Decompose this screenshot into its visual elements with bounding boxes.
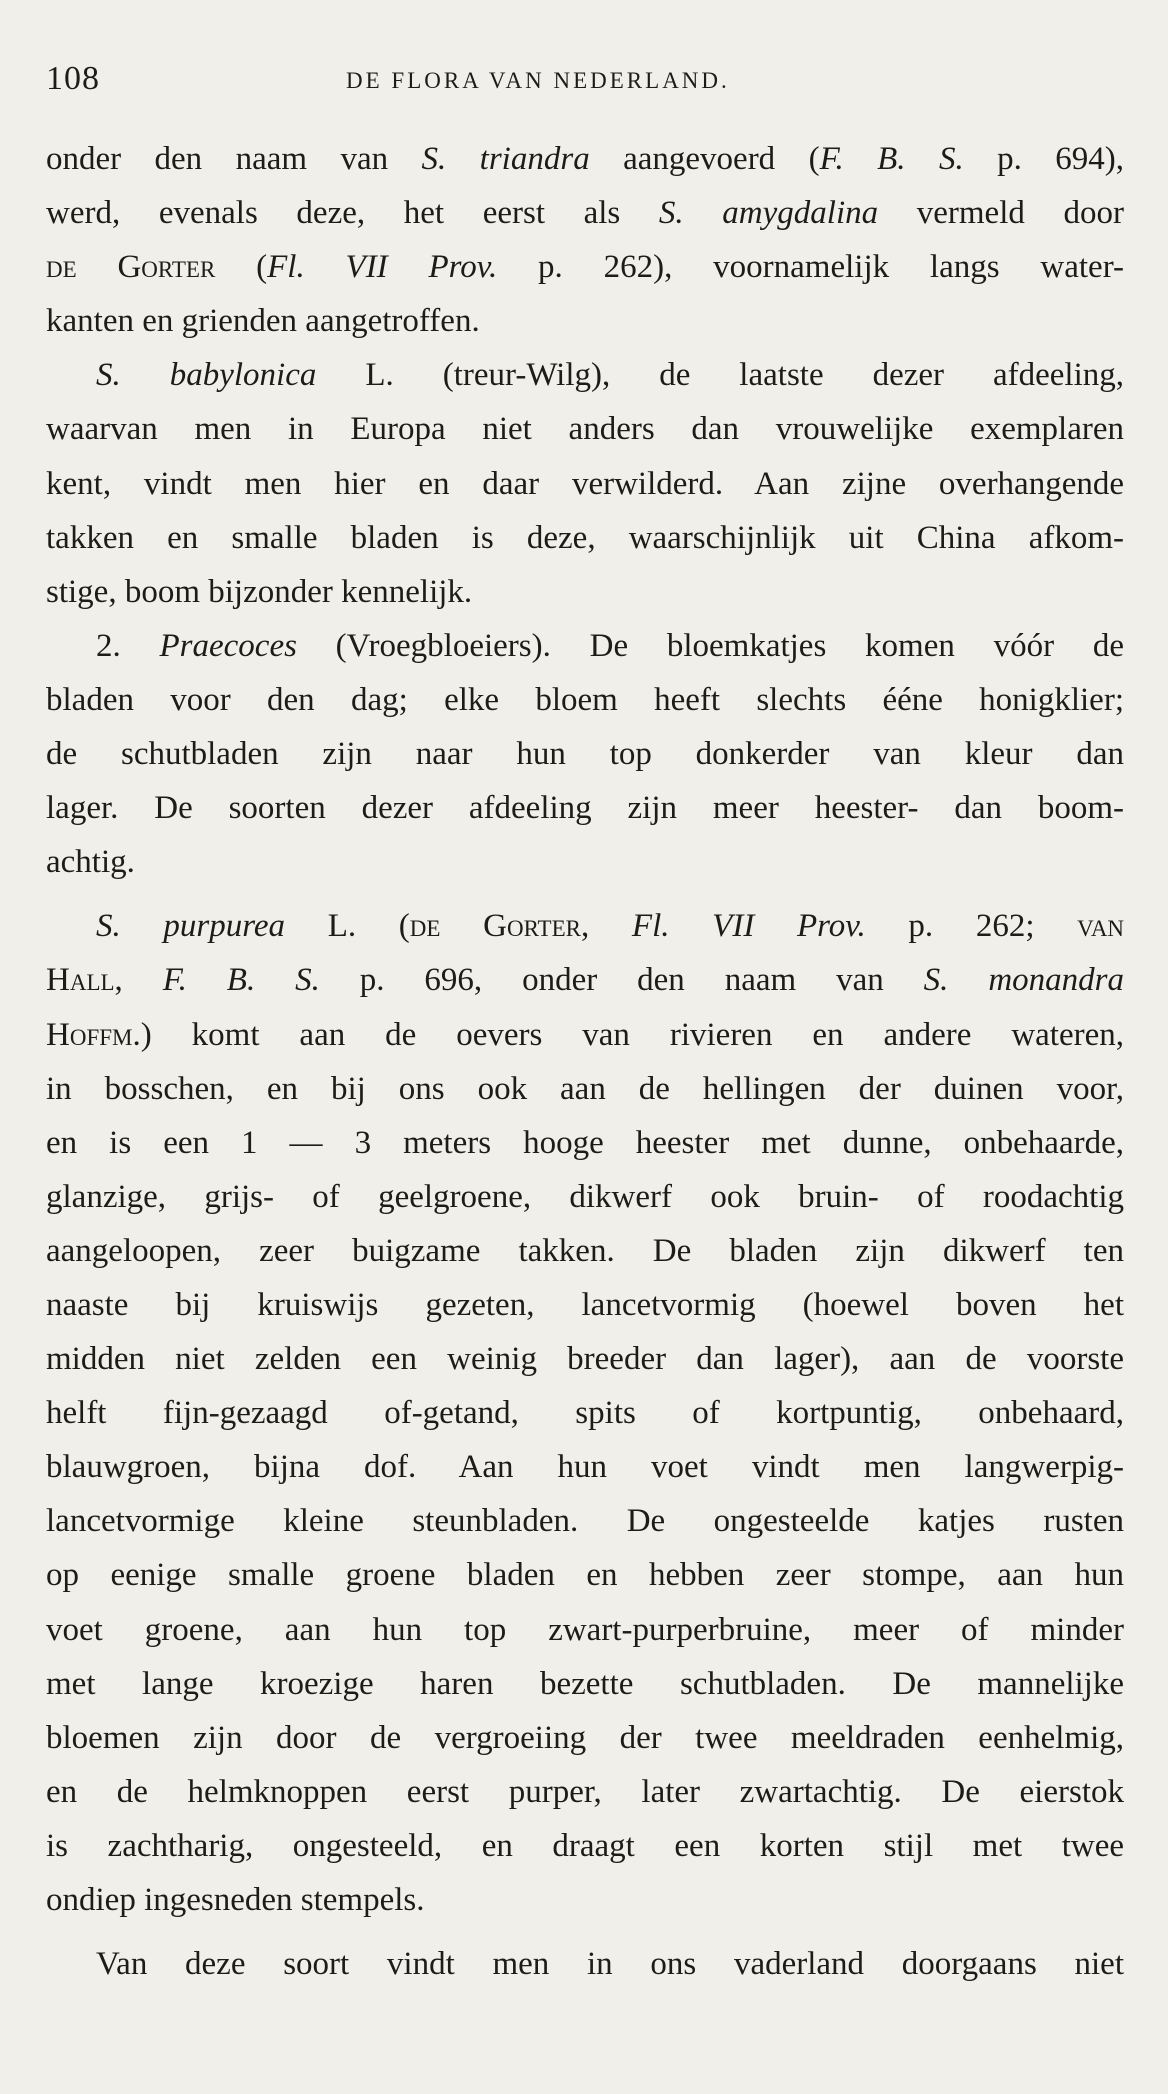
italic-text: S. purpurea — [96, 908, 286, 945]
text-segment: , — [580, 908, 632, 945]
italic-text: S. triandra — [421, 141, 590, 177]
text-segment: lancetvormige kleine steunbladen. De ongesteelde katjes rusten — [46, 1503, 1124, 1540]
text-line — [46, 402, 1124, 456]
italic-text: Praecoces — [159, 627, 297, 664]
text-line — [46, 1008, 1124, 1062]
text-line — [46, 1224, 1124, 1278]
small-caps-name: Hall — [46, 962, 115, 999]
text-line — [46, 1937, 1124, 1991]
text-line — [46, 1278, 1124, 1332]
text-segment: kanten en grienden aangetroffen. — [46, 303, 480, 340]
text-line — [46, 1873, 1124, 1927]
text-segment: met lange kroezige haren bezette schutbladen. De mannelijke — [46, 1665, 1124, 1702]
running-head — [46, 60, 1126, 104]
text-segment: ondiep ingesneden stempels. — [46, 1882, 425, 1918]
text-segment: L. (treur-Wilg), de laatste dezer afdeeling, — [316, 357, 1124, 394]
text-segment: Van deze soort vindt men in ons vaderland doorgaans niet — [96, 1946, 1124, 1983]
italic-text: S. babylonica — [96, 357, 317, 394]
text-segment: bladen voor den dag; elke bloem heeft slechts ééne honigklier; — [46, 681, 1124, 718]
text-segment: lager. De soorten dezer afdeeling zijn meer heester- dan boom- — [46, 790, 1124, 827]
text-line — [46, 835, 1124, 889]
paragraph-gap — [46, 1927, 1124, 1937]
text-line — [46, 953, 1124, 1007]
text-segment: aangeloopen, zeer buigzame takken. De bladen zijn dikwerf ten — [46, 1232, 1124, 1269]
text-line — [46, 1170, 1124, 1224]
text-segment: in bosschen, en bij ons ook aan de hellingen der duinen voor, — [46, 1070, 1124, 1107]
small-caps-name: van — [1077, 908, 1124, 945]
text-segment: p. 262; — [865, 908, 1078, 945]
text-segment: waarvan men in Europa niet anders dan vrouwelijke exemplaren — [46, 411, 1124, 448]
text-line — [46, 1116, 1124, 1170]
text-segment: stige, boom bijzonder kennelijk. — [46, 573, 473, 610]
text-segment: bloemen zijn door de vergroeiing der twee meeldraden eenhelmig, — [46, 1719, 1124, 1756]
text-line — [46, 781, 1124, 835]
body-text — [46, 132, 1124, 1991]
small-caps-name: de Gorter — [46, 249, 216, 286]
text-line — [46, 1819, 1124, 1873]
italic-text: F. B. S. — [819, 141, 964, 177]
text-segment: voet groene, aan hun top zwart-purperbruine, meer of minder — [46, 1611, 1124, 1648]
text-segment: p. 262), voornamelijk langs water- — [497, 249, 1124, 286]
text-line — [46, 186, 1124, 240]
italic-text: Fl. VII Prov. — [631, 908, 866, 945]
text-segment: werd, evenals deze, het eerst als — [46, 195, 659, 232]
text-line — [46, 1765, 1124, 1819]
text-line — [46, 1657, 1124, 1711]
text-segment: de schutbladen zijn naar hun top donkerder van kleur dan — [46, 736, 1124, 773]
running-title: DE FLORA VAN NEDERLAND. — [346, 68, 730, 93]
text-segment: vermeld door — [878, 195, 1124, 232]
text-segment: midden niet zelden een weinig breeder dan lager), aan de voorste — [46, 1341, 1124, 1378]
text-segment: p. 694), — [963, 141, 1124, 177]
text-segment: en is een 1 — 3 meters hooge heester met dunne, onbehaarde, — [46, 1124, 1124, 1161]
text-segment: , — [114, 962, 163, 999]
text-segment: kent, vindt men hier en daar verwilderd. Aan zijne overhangende — [46, 465, 1124, 502]
text-segment: ) komt aan de oevers van rivieren en andere wateren, — [140, 1016, 1124, 1053]
text-line — [46, 457, 1124, 511]
text-segment: achtig. — [46, 844, 135, 881]
text-segment: takken en smalle bladen is deze, waarschijnlijk uit China afkom- — [46, 519, 1124, 556]
text-line — [46, 1062, 1124, 1116]
text-segment: naaste bij kruiswijs gezeten, lancetvormig (hoewel boven het — [46, 1286, 1124, 1323]
text-line — [46, 619, 1124, 673]
text-line — [46, 1548, 1124, 1602]
text-segment: p. 696, onder den naam van — [319, 962, 924, 999]
text-segment: helft fijn-gezaagd of-getand, spits of kortpuntig, onbehaard, — [46, 1395, 1124, 1432]
text-segment: (Vroegbloeiers). De bloemkatjes komen vóór de — [296, 627, 1124, 664]
text-line — [46, 348, 1124, 402]
text-line — [46, 673, 1124, 727]
text-segment: glanzige, grijs- of geelgroene, dikwerf ook bruin- of roodachtig — [46, 1178, 1124, 1215]
text-segment: aangevoerd ( — [589, 141, 820, 177]
text-segment: en de helmknoppen eerst purper, later zwartachtig. De eierstok — [46, 1773, 1124, 1810]
text-line — [46, 1332, 1124, 1386]
text-line — [46, 1494, 1124, 1548]
italic-text: S. monandra — [923, 962, 1124, 999]
text-line — [46, 1603, 1124, 1657]
text-segment: is zachtharig, ongesteeld, en draagt een korten stijl met twee — [46, 1827, 1124, 1864]
text-segment: onder den naam van — [46, 141, 422, 177]
italic-text: F. B. S. — [162, 962, 320, 999]
text-line — [46, 294, 1124, 348]
text-segment: blauwgroen, bijna dof. Aan hun voet vindt men langwerpig- — [46, 1449, 1124, 1486]
text-line — [46, 132, 1124, 186]
text-line — [46, 511, 1124, 565]
text-line — [46, 1711, 1124, 1765]
text-line — [46, 240, 1124, 294]
page-number: 108 — [46, 60, 100, 97]
small-caps-name: de Gorter — [409, 908, 581, 945]
italic-text: S. amygdalina — [658, 195, 879, 232]
text-line — [46, 1440, 1124, 1494]
paragraph-gap — [46, 889, 1124, 899]
text-line — [46, 565, 1124, 619]
text-segment: L. ( — [285, 908, 410, 945]
text-line — [46, 1386, 1124, 1440]
text-line — [46, 727, 1124, 781]
text-line — [46, 899, 1124, 953]
text-segment: 2. — [96, 627, 160, 664]
text-segment: op eenige smalle groene bladen en hebben zeer stompe, aan hun — [46, 1557, 1124, 1594]
text-segment: ( — [215, 249, 268, 286]
italic-text: Fl. VII Prov. — [267, 249, 498, 286]
small-caps-name: Hoffm. — [46, 1016, 141, 1053]
